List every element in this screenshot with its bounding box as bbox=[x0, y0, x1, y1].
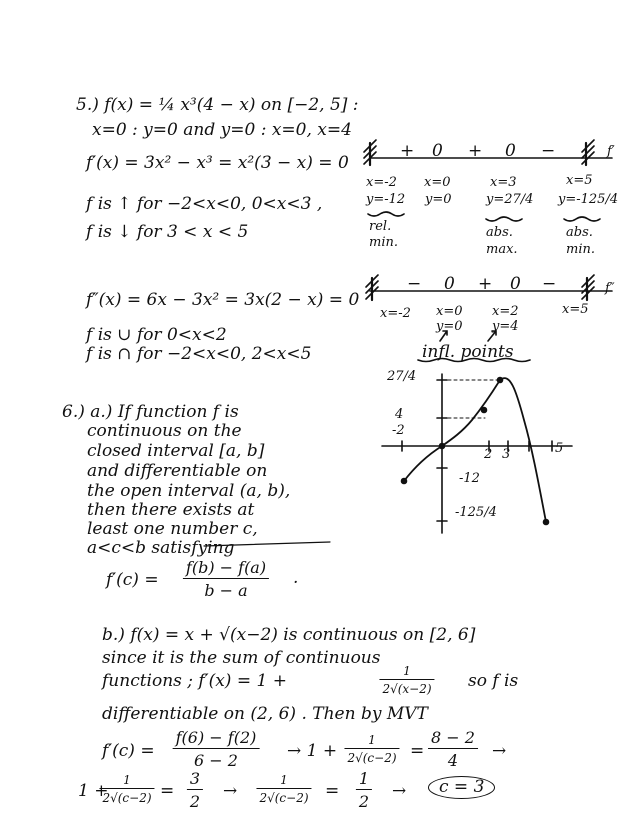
sign-zero-1: 0 bbox=[432, 141, 443, 161]
p6b-l5-num1: f(6) − f(2) bbox=[173, 728, 260, 749]
p6b-line-3b: so f is bbox=[468, 671, 519, 691]
increasing-interval: f is ↑ for −2<x<0, 0<x<3 , bbox=[86, 194, 323, 214]
p6b-l6-num4: 1 bbox=[356, 769, 372, 790]
pt1-note2: min. bbox=[369, 235, 398, 250]
abs-max-squiggle bbox=[486, 217, 522, 221]
graph-xtick-2: 2 bbox=[484, 447, 493, 462]
p6b-l6-den1: 2√(c−2) bbox=[102, 791, 152, 805]
p6a-line-3: closed interval [a, b] bbox=[87, 441, 265, 461]
mvt-formula-denominator: b − a bbox=[204, 581, 248, 600]
graph-ytick-27-4: 27/4 bbox=[387, 369, 417, 384]
pt2-y: y=0 bbox=[425, 192, 452, 207]
p6b-l6-eq: = bbox=[160, 781, 175, 801]
p6b-fprime-den: 2√(x−2) bbox=[382, 682, 432, 696]
sign-plus-2: + bbox=[468, 141, 483, 161]
pt2-3-y: y=4 bbox=[492, 319, 519, 334]
intercepts-line: x=0 : y=0 and y=0 : x=0, x=4 bbox=[92, 120, 352, 140]
pt3-x: x=3 bbox=[490, 175, 517, 190]
p6b-line-2: since it is the sum of continuous bbox=[102, 648, 381, 668]
p6a-line-7: least one number c, bbox=[87, 519, 258, 539]
pt4-note2: min. bbox=[566, 242, 595, 257]
p6b-l6-den3: 2√(c−2) bbox=[259, 791, 309, 805]
p6b-l5-den2: 2√(c−2) bbox=[347, 751, 397, 765]
concave-up-interval: f is ∪ for 0<x<2 bbox=[86, 325, 227, 345]
pt2-2-y: y=0 bbox=[436, 319, 463, 334]
second-derivative: f″(x) = 6x − 3x² = 3x(2 − x) = 0 bbox=[86, 290, 360, 310]
sign-chart-2-left-hatch bbox=[366, 275, 378, 300]
pt4-y: y=-125/4 bbox=[558, 192, 619, 207]
fsecond-label: f″ bbox=[605, 281, 615, 296]
p6b-l5-num3: 8 − 2 bbox=[428, 728, 478, 749]
fprime-label: f′ bbox=[607, 144, 615, 159]
pt2-3-x: x=2 bbox=[492, 304, 519, 319]
p6b-l6-den2: 2 bbox=[189, 792, 201, 811]
p6b-l6-arrow2: → bbox=[392, 781, 407, 801]
sign-zero-2: 0 bbox=[505, 141, 516, 161]
pt1-y: y=-12 bbox=[366, 192, 406, 207]
p6b-l6-num1: 1 bbox=[99, 773, 154, 789]
graph-point-abs-max bbox=[498, 378, 503, 383]
satisfying-strike bbox=[204, 542, 330, 546]
p6a-line-6: then there exists at bbox=[87, 500, 255, 520]
p6b-fprime-num: 1 bbox=[379, 664, 434, 680]
p6b-l5-den3: 4 bbox=[447, 751, 459, 770]
sign2-zero-2: 0 bbox=[510, 274, 521, 294]
graph-point-rel-min bbox=[402, 479, 407, 484]
mvt-formula-numerator: f(b) − f(a) bbox=[183, 558, 269, 579]
sign2-minus-2: − bbox=[542, 274, 557, 294]
pt2-x: x=0 bbox=[424, 175, 451, 190]
p6a-line-5: the open interval (a, b), bbox=[87, 481, 291, 501]
sign2-plus: + bbox=[478, 274, 493, 294]
mvt-formula-end: . bbox=[293, 568, 299, 588]
sign-chart-1-right-hatch bbox=[582, 140, 594, 165]
graph-ytick-4: 4 bbox=[395, 407, 404, 422]
final-answer-circled: c = 3 bbox=[428, 776, 495, 799]
pt3-note1: abs. bbox=[486, 225, 513, 240]
p6b-l6-lhs: 1 + bbox=[78, 781, 109, 801]
pt1-note1: rel. bbox=[369, 219, 392, 234]
pt4-x: x=5 bbox=[566, 173, 593, 188]
p6b-l5-eq: = bbox=[410, 741, 425, 761]
first-derivative: f′(x) = 3x² − x³ = x²(3 − x) = 0 bbox=[86, 153, 349, 173]
p6b-l6-eq2: = bbox=[325, 781, 340, 801]
p6b-line-1: b.) f(x) = x + √(x−2) is continuous on [2, 6] bbox=[102, 625, 476, 645]
p6b-l6-num2: 3 bbox=[187, 769, 203, 790]
pt2-4-x: x=5 bbox=[562, 302, 589, 317]
decreasing-interval: f is ↓ for 3 < x < 5 bbox=[86, 222, 249, 242]
p6a-line-1: 6.) a.) If function f is bbox=[62, 402, 239, 422]
p6b-l6-arrow: → bbox=[223, 781, 238, 801]
p6b-l5-den1: 6 − 2 bbox=[194, 751, 238, 770]
graph-xtick-3: 3 bbox=[502, 447, 511, 462]
graph-xtick-neg2: -2 bbox=[392, 423, 405, 438]
p6b-l5-end: → bbox=[492, 741, 507, 761]
sign-chart-2-right-hatch bbox=[582, 275, 594, 300]
pt3-y: y=27/4 bbox=[486, 192, 534, 207]
function-curve bbox=[404, 378, 546, 522]
sign-chart-1-left-hatch bbox=[364, 140, 376, 165]
pt4-note1: abs. bbox=[566, 225, 593, 240]
graph-ytick-neg12: -12 bbox=[459, 471, 480, 486]
p6b-line-4: differentiable on (2, 6) . Then by MVT bbox=[102, 704, 428, 724]
concave-down-interval: f is ∩ for −2<x<0, 2<x<5 bbox=[86, 344, 312, 364]
p6b-l6-den4: 2 bbox=[358, 792, 370, 811]
inflection-points-label: infl. points bbox=[422, 342, 514, 362]
pt3-note2: max. bbox=[486, 242, 518, 257]
rel-min-squiggle bbox=[368, 212, 404, 216]
pt2-2-x: x=0 bbox=[436, 304, 463, 319]
p6b-l5-num2: 1 bbox=[344, 733, 399, 749]
sign2-minus-1: − bbox=[407, 274, 422, 294]
p6b-line-3a: functions ; f′(x) = 1 + bbox=[102, 671, 287, 691]
pt2-1-x: x=-2 bbox=[380, 306, 411, 321]
graph-point-infl bbox=[482, 408, 487, 413]
infl-underline bbox=[418, 359, 530, 362]
abs-min-squiggle bbox=[564, 217, 600, 221]
sign-minus-1: − bbox=[541, 141, 556, 161]
p6b-l5-lhs: f′(c) = bbox=[102, 741, 155, 761]
sign2-zero-1: 0 bbox=[444, 274, 455, 294]
graph-point-origin bbox=[440, 444, 445, 449]
p6a-line-8: a<c<b satisfying bbox=[87, 538, 235, 558]
p6b-l6-num3: 1 bbox=[256, 773, 311, 789]
p6b-l5-arrow: → 1 + bbox=[287, 741, 338, 761]
graph-ytick-neg125-4: -125/4 bbox=[455, 505, 497, 520]
p6a-line-2: continuous on the bbox=[87, 421, 242, 441]
problem-5-statement: 5.) f(x) = ¼ x³(4 − x) on [−2, 5] : bbox=[76, 95, 359, 115]
mvt-formula-lhs: f′(c) = bbox=[106, 570, 159, 590]
infl-arrow-2 bbox=[488, 331, 496, 341]
graph-xtick-5: 5 bbox=[555, 441, 564, 456]
graph-point-abs-min bbox=[544, 520, 549, 525]
infl-arrow-1 bbox=[440, 331, 447, 341]
sign-plus-1: + bbox=[400, 141, 415, 161]
pt1-x: x=-2 bbox=[366, 175, 397, 190]
p6a-line-4: and differentiable on bbox=[87, 461, 268, 481]
